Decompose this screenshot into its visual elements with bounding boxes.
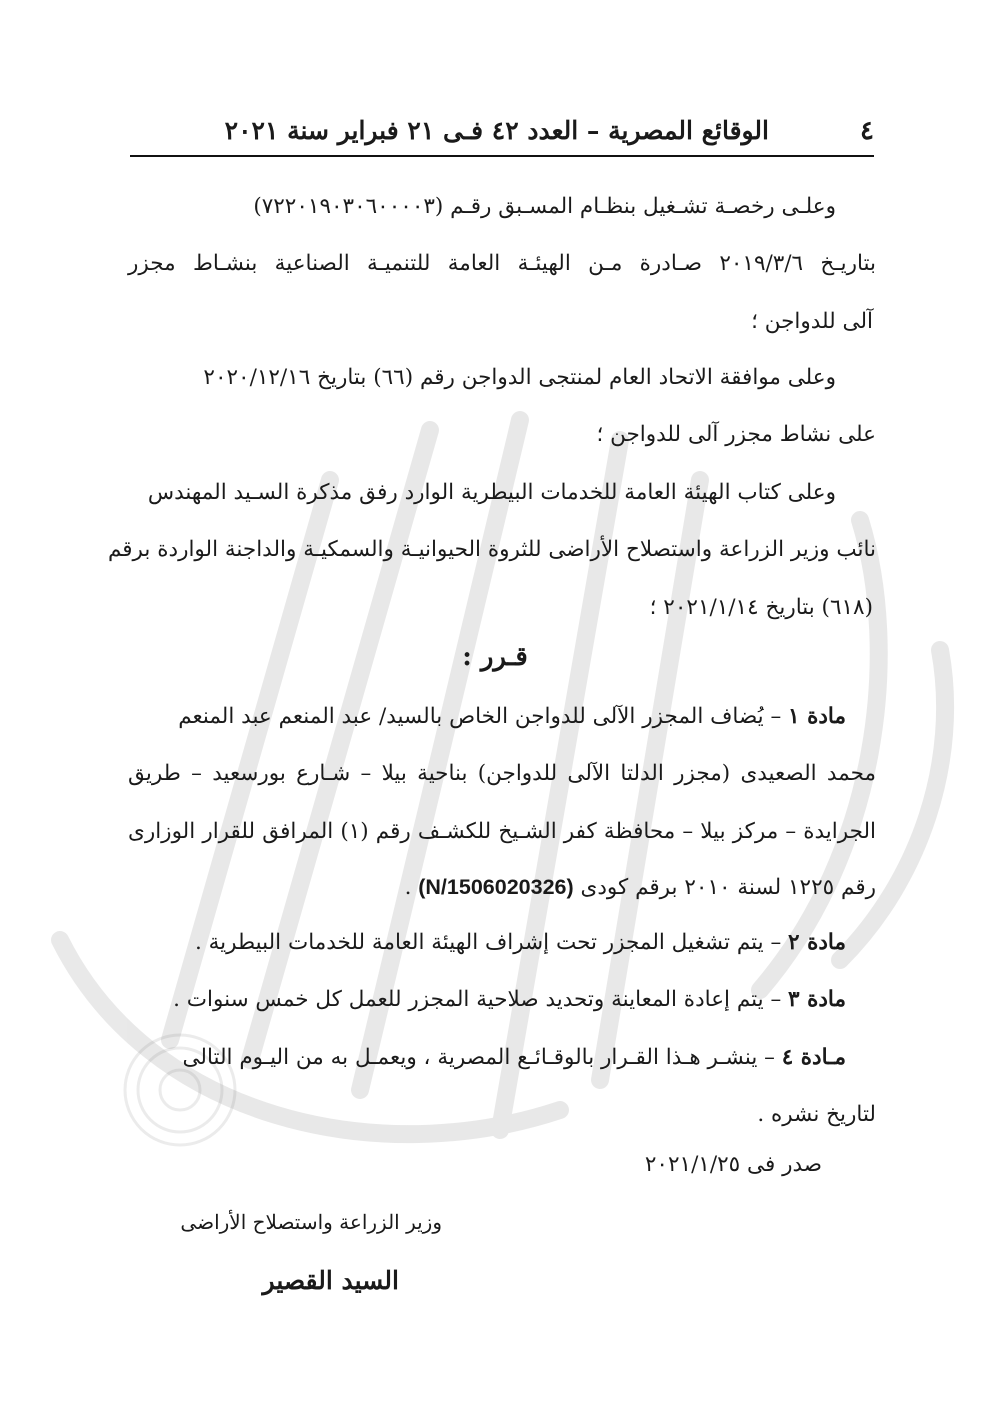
text-line: آلى للدواجن ؛	[751, 309, 873, 334]
text-line: على نشاط مجزر آلى للدواجن ؛	[596, 422, 876, 447]
article-label: مادة ٣	[788, 987, 846, 1012]
article-label: مادة ١	[788, 704, 846, 729]
article-text: – يتم إعادة المعاينة وتحديد صلاحية المجزر للعمل كل خمس سنوات .	[173, 987, 789, 1012]
text-line: وعلى كتاب الهيئة العامة للخدمات البيطرية الوارد رفق مذكرة السـيد المهندس	[147, 480, 836, 505]
text-line	[173, 983, 846, 1017]
article-4	[128, 1041, 876, 1141]
header-divider	[130, 155, 874, 157]
minister-name: السيد القصير	[262, 1266, 399, 1295]
text-line: الجرايدة – مركز بيلا – محافظة كفر الشـيخ للكشـف رقم (١) المرافق للقرار الوزارى	[128, 819, 876, 844]
text-line: محمد الصعيدى (مجزر الدلتا الآلى للدواجن) بناحية بيلا – شـارع بورسعيد – طريق	[128, 761, 876, 786]
paragraph-license	[128, 190, 876, 340]
article-text: .	[404, 875, 419, 900]
article-text: – يتم تشغيل المجزر تحت إشراف الهيئة العامة للخدمات البيطرية .	[194, 930, 789, 955]
page-number: ٤	[860, 116, 874, 146]
article-text: رقم ١٢٢٥ لسنة ٢٠١٠ برقم كودى	[580, 875, 876, 900]
text-line: بتاريـخ ٢٠١٩/٣/٦ صـادرة مـن الهيئـة العامة للتنميـة الصناعية بنشـاط مجزر	[128, 251, 877, 276]
paragraph-union-approval	[128, 361, 876, 461]
article-2	[128, 926, 876, 966]
text-line	[195, 926, 846, 960]
text-line: وعلـى رخصـة تشـغيل بنظـام المسـبق رقـم (٧٢٢٠١٩٠٣٠٦٠٠٠٠٣)	[253, 194, 836, 219]
decision-heading: قـرر :	[462, 642, 528, 672]
text-line	[178, 700, 846, 734]
paragraph-veterinary-letter	[107, 476, 876, 626]
article-text: – يُضاف المجزر الآلى للدواجن الخاص بالسيد/ عبد المنعم عبد المنعم	[178, 704, 789, 729]
minister-position: وزير الزراعة واستصلاح الأراضى	[180, 1210, 442, 1234]
page-header	[130, 112, 874, 154]
text-line: (٦١٨) بتاريخ ٢٠٢١/١/١٤ ؛	[649, 595, 873, 620]
article-3	[128, 983, 876, 1023]
text-line	[182, 1041, 846, 1075]
text-line	[405, 870, 876, 905]
text-line: وعلى موافقة الاتحاد العام لمنتجى الدواجن رقم (٦٦) بتاريخ ٢٠٢٠/١٢/١٦	[203, 365, 836, 390]
gazette-title: الوقائع المصرية – العدد ٤٢ فـى ٢١ فبراير سنة ٢٠٢١	[224, 116, 769, 145]
code-number: (N/1506020326)	[418, 875, 574, 899]
text-line: لتاريخ نشره .	[757, 1102, 876, 1127]
text-line: نائب وزير الزراعة واستصلاح الأراضى للثروة الحيوانيـة والسمكيـة والداجنة الواردة برقم	[107, 537, 876, 562]
article-1	[128, 700, 876, 900]
article-label: مـادة ٤	[781, 1045, 846, 1070]
issue-date: صدر فى ٢٠٢١/١/٢٥	[644, 1152, 822, 1177]
article-label: مادة ٢	[788, 930, 846, 955]
article-text: – ينشـر هـذا القـرار بالوقـائـع المصرية ، ويعمـل به من اليـوم التالى	[182, 1045, 782, 1070]
